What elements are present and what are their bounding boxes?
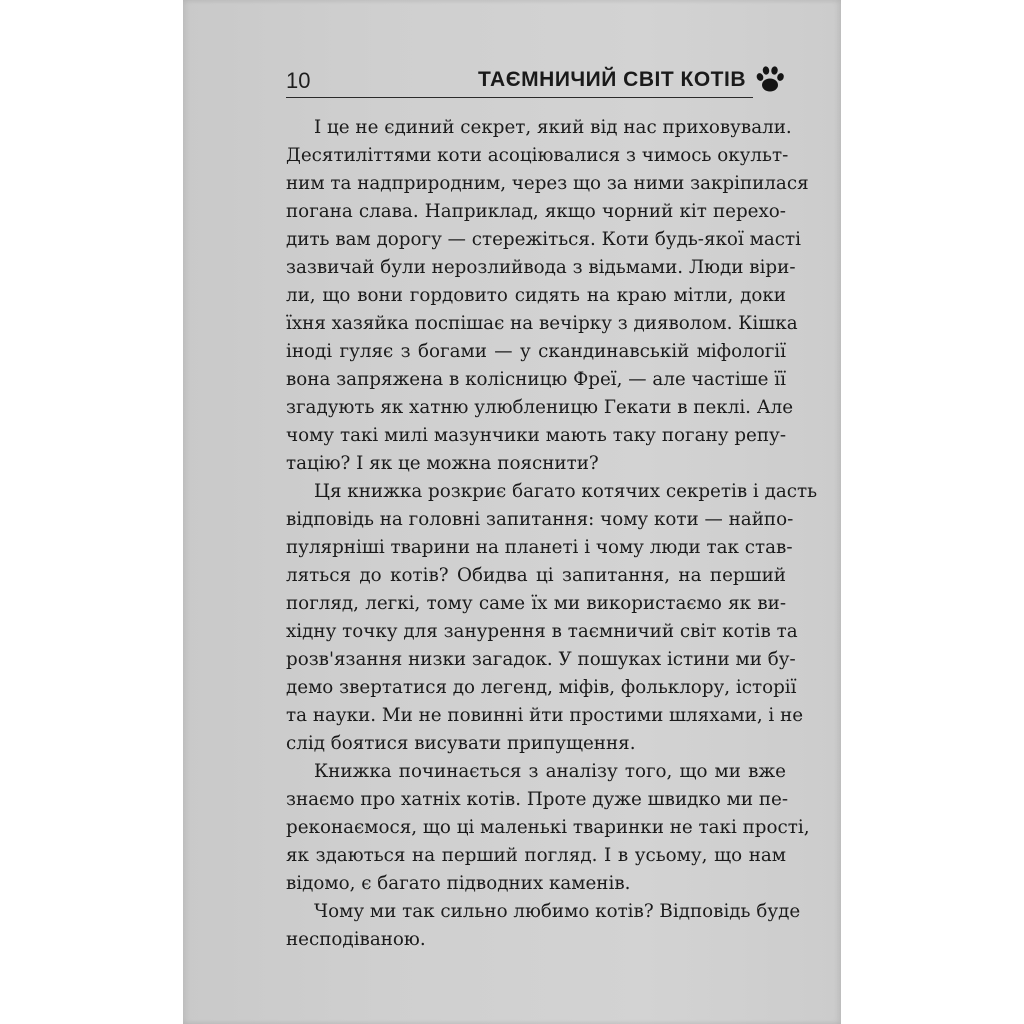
text-line: погляд, легкі, тому саме їх ми використаємо як ви- [286,593,786,614]
text-line: відповідь на головні запитання: чому коти — найпо- [286,509,794,530]
paragraph [286,478,818,758]
text-line: тацію? І як це можна пояснити? [286,453,599,474]
text-line: їхня хазяйка поспішає на вечірку з дияволом. Кішка [286,313,798,334]
page-number: 10 [286,68,311,93]
text-line: ляться до котів? Обидва ці запитання, на перший [286,565,786,586]
text-line: демо звертатися до легенд, міфів, фольклору, історії [286,677,797,698]
text-line: слід боятися висувати припущення. [286,733,636,754]
paragraph [286,114,809,478]
page-header [286,64,786,98]
text-line: іноді гуляє з богами — у скандинавській міфології [286,341,786,362]
text-line: І це не єдиний секрет, який від нас приховували. [314,117,792,138]
text-line: вона запряжена в колісницю Фреї, — але частіше її [286,369,787,390]
text-line: Десятиліттями коти асоціювалися з чимось окульт- [286,145,789,166]
text-line: ли, що вони гордовито сидять на краю мітли, доки [286,285,786,306]
text-line: як здаються на перший погляд. І в усьому, що нам [286,845,786,866]
running-title: ТАЄМНИЧИЙ СВІТ КОТІВ [478,68,746,91]
text-line: відомо, є багато підводних каменів. [286,873,631,894]
body-text [286,114,818,954]
text-line: реконаємося, що ці маленькі тваринки не такі прості, [286,817,810,838]
text-line: розв'язання низки загадок. У пошуках істини ми бу- [286,649,796,670]
text-line: хідну точку для занурення в таємничий світ котів та [286,621,798,642]
header-rule [286,97,753,98]
text-line: Чому ми так сильно любимо котів? Відповідь буде [314,901,801,922]
paragraph [286,898,801,954]
text-line: знаємо про хатніх котів. Проте дуже швидко ми пе- [286,789,789,810]
text-line: зазвичай були нерозлийвода з відьмами. Люди віри- [286,257,796,278]
text-line: чому такі милі мазунчики мають таку погану репу- [286,425,786,446]
paragraph [286,758,810,898]
text-line: пулярніші тварини на планеті і чому люди так став- [286,537,793,558]
text-line: несподіваною. [286,929,426,950]
text-line: ним та надприродним, через що за ними закріпилася [286,173,809,194]
text-line: та науки. Ми не повинні йти простими шляхами, і не [286,705,804,726]
text-line: Ця книжка розкриє багато котячих секретів і дасть [314,481,818,502]
text-line: дить вам дорогу — стережіться. Коти будь-якої масті [286,229,801,250]
text-line: Книжка починається з аналізу того, що ми вже [314,761,786,782]
text-line: погана слава. Наприклад, якщо чорний кіт перехо- [286,201,786,222]
text-line: згадують як хатню улюбленицю Гекати в пеклі. Але [286,397,794,418]
paw-icon [754,64,786,94]
